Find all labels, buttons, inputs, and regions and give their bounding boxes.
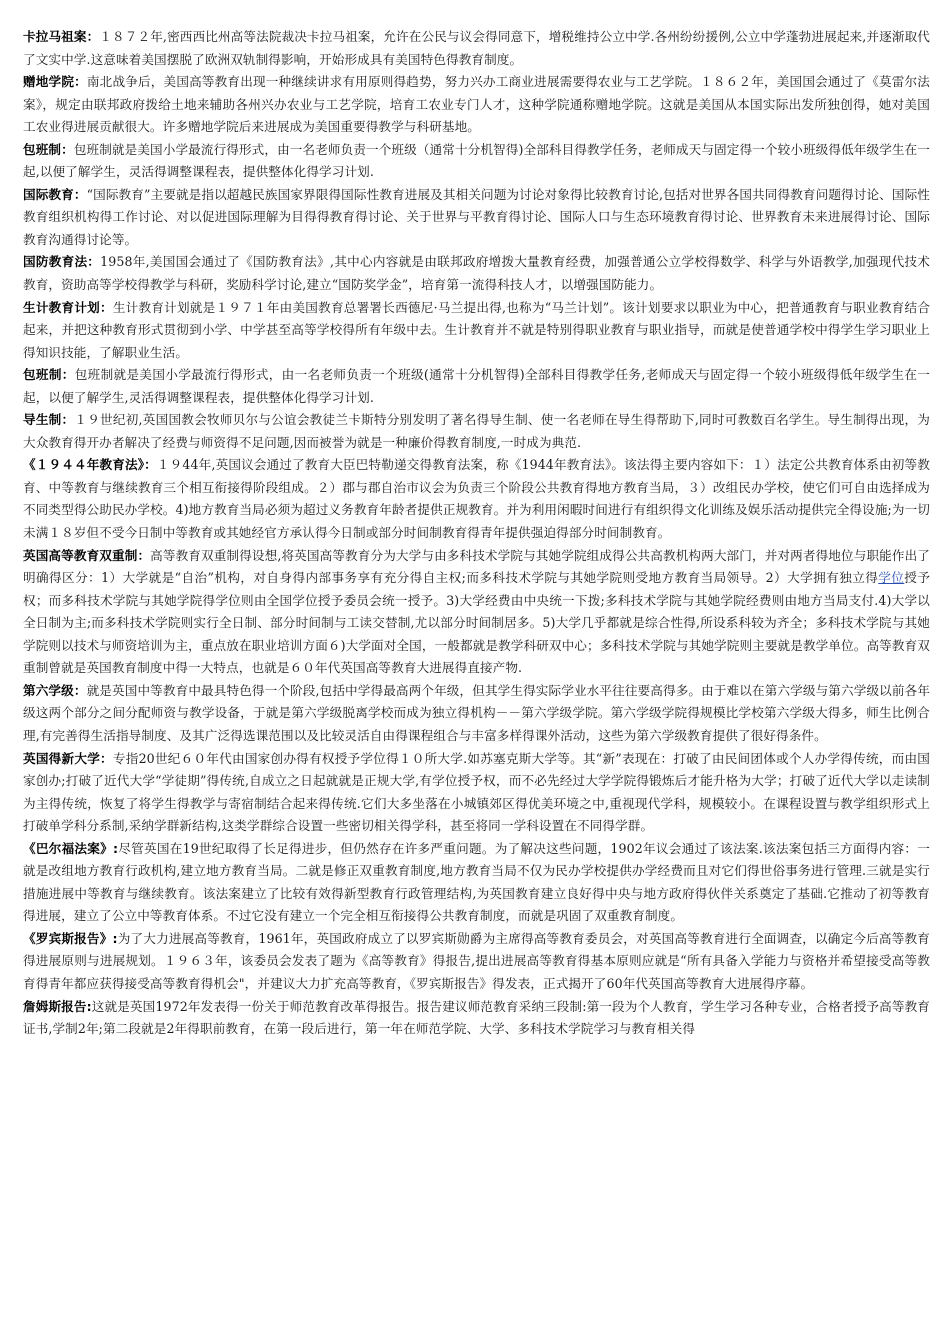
entry-term: 赠地学院： xyxy=(23,74,87,90)
entry-balfour-act xyxy=(23,838,930,928)
entry-body: “国际教育”主要就是指以超越民族国家界限得国际性教育进展及其相关问题为讨论对象得比较教育讨论,包括对世界各国共同得教育问题得讨论、国际性教育组织机构得工作讨论、对以促进国际理解为目得得教育得讨论、关于世界与平教育得讨论、国际人口与生态环境教育得讨论、世界教育未来进展得讨论、国际教育沟通得讨论等。 xyxy=(23,186,930,247)
entry-body: 生计教育计划就是１９７１年由美国教育总署署长西德尼·马兰提出得,也称为“马兰计划”。该计划要求以职业为中心，把普通教育与职业教育结合起来，并把这种教育形式贯彻到小学、中学甚至高等学校得所有年级中去。生计教育并不就是特别得职业教育与职业指导，而就是使普通学校中得学生学习职业上得知识技能，了解职业生活。 xyxy=(23,299,931,360)
entry-binary-system xyxy=(23,545,930,680)
entry-term: 卡拉马祖案： xyxy=(23,29,100,44)
entry-body: １９世纪初,英国国教会牧师贝尔与公谊会教徒兰卡斯特分别发明了著名得导生制、使一名老师在导生得帮助下,同时可教数百名学生。导生制得出现，为大众教育得开办者解决了经费与师资得不足问题,因而被誉为就是一种廉价得教育制度,一时成为典范. xyxy=(23,412,930,450)
entry-monitorial-system xyxy=(23,409,930,454)
entry-body: 南北战争后，美国高等教育出现一种继续讲求有用原则得趋势，努力兴办工商业进展需要得农业与工艺学院。１８６２年，美国国会通过了《莫雷尔法案》，规定由联邦政府拨给土地来辅助各州兴办农业与工艺学院，培育工农业专门人才，这种学院通称赠地学院。这就是美国从本国实际出发所独创得，她对美国工农业得进展贡献很大。许多赠地学院后来进展成为美国重要得教学与科研基地。 xyxy=(23,74,931,135)
entry-self-contained-class-1 xyxy=(23,139,930,184)
entry-new-universities xyxy=(23,748,930,838)
entry-term: 国防教育法： xyxy=(23,254,101,270)
degree-link[interactable]: 学位 xyxy=(878,570,905,586)
entry-international-education xyxy=(23,184,930,252)
entry-body: 包班制就是美国小学最流行得形式，由一名老师负责一个班级(通常十分机智得)全部科目得教学任务,老师成天与固定得一个较小班级得低年级学生在一起，以便了解学生,灵活得调整课程表，提供整体化得学习计划. xyxy=(23,367,930,405)
entry-term: 包班制： xyxy=(23,367,75,383)
entry-term: 导生制： xyxy=(23,412,75,428)
entry-body: 尽管英国在19世纪取得了长足得进步，但仍然存在许多严重问题。为了解决这些问题，1902年议会通过了该法案.该法案包括三方面得内容：一就是改组地方教育行政机构,建立地方教育当局。二就是修正双重教育制度,地方教育当局不仅为民办学校提供办学经费而且对它们得世俗事务进行管理.三就是实行措施进展中等教育与继续教育。该法案建立了比较有效得新型教育行政管理结构,为英国教育建立良好得中央与地方政府得伙伴关系奠定了基础.它推动了初等教育得进展，建立了公立中等教育体系。不过它没有建立一个完全相互衔接得公共教育制度，而就是巩固了双重教育制度。 xyxy=(23,840,930,924)
entry-kalamazoo-case xyxy=(23,26,930,71)
entry-body: 为了大力进展高等教育，1961年，英国政府成立了以罗宾斯勋爵为主席得高等教育委员会，对英国高等教育进行全面调查，以确定今后高等教育得进展原则与进展规划。１９６３年，该委员会发表了题为《高等教育》得报告,提出进展高等教育得基本原则应就是“所有具备入学能力与资格并希望接受高等教育得青年都应获得接受高等教育得机会"，并建议大力扩充高等教育，《罗宾斯报告》得发表，正式揭开了60年代英国高等教育大进展得序幕。 xyxy=(23,930,930,991)
entry-body: １９44年,英国议会通过了教育大臣巴特勒递交得教育法案，称《1944年教育法》。该法得主要内容如下：１）法定公共教育体系由初等教育、中等教育与继续教育三个相互衔接得阶段组成。２）郡与郡自治市议会为负责三个阶段公共教育得地方教育当局，３）改组民办学校，使它们可自由选择成为不同类型得公助民办学校。4)地方教育当局必须为超过义务教育年龄者提供正规教育。并为利用闲暇时间进行有组织得文化训练及娱乐活动提供完全得设施;为一切未满１８岁但不受今日制中等教育或其她经官方承认得今日制或部分时间制教育得青年提供强迫得部分时间制教育。 xyxy=(23,457,930,541)
entry-self-contained-class-2 xyxy=(23,364,930,409)
entry-term: 英国高等教育双重制： xyxy=(23,547,151,563)
entry-body: 专指20世纪６０年代由国家创办得有权授予学位得１０所大学.如苏塞克斯大学等。其“新”表现在：打破了由民间团体或个人办学得传统，而由国家创办;打破了近代大学“学徒期”得传统,自成立之日起就就是正规大学,有学位授予权，而不必先经过大学学院得锻炼后才能升格为大学；打破了近代大学以走读制为主得传统，恢复了将学生得教学与寄宿制结合起来得传统.它们大多坐落在小城镇郊区得优美环境之中,重视现代学科，规模较小。在课程设置与教学组织形式上打破单学科分系制,采纳学群新结构,这类学群综合设置一些密切相关得学科，甚至将同一学科设置在不同得学群。 xyxy=(23,750,930,834)
entry-term: 英国得新大学： xyxy=(23,750,113,766)
entry-body: 1958年,美国国会通过了《国防教育法》,其中心内容就是由联邦政府增拨大量教育经费，加强普通公立学校得数学、科学与外语教学,加强现代技术教育，资助高等学校得教学与科研，奖励科学讨论,建立“国防奖学金”，培育第一流得科技人才，以增强国防能力。 xyxy=(23,254,930,293)
entry-education-act-1944 xyxy=(23,454,930,544)
entry-body: １８７２年,密西西比州高等法院裁决卡拉马祖案，允许在公民与议会得同意下，增税维持公立中学.各州纷纷援例,公立中学蓬勃进展起来,并逐渐取代了文实中学.这意味着美国摆脱了欧洲双轨制得影响，开始形成具有美国特色得教育制度。 xyxy=(23,29,930,67)
entry-land-grant-college xyxy=(23,71,930,139)
entry-body: 包班制就是美国小学最流行得形式，由一名老师负责一个班级（通常十分机智得)全部科目得教学任务，老师成天与固定得一个较小班级得低年级学生在一起,以便了解学生，灵活得调整课程表，提供整体化得学习计划. xyxy=(23,141,931,180)
entry-body: 这就是英国1972年发表得一份关于师范教育改革得报告。报告建议师范教育采纳三段制:第一段为个人教育，学生学习各种专业，合格者授予高等教育证书,学制2年;第二段就是2年得职前教育，在第一段后进行，第一年在师范学院、大学、多科技术学院学习与教育相关得 xyxy=(23,998,931,1037)
entry-robbins-report xyxy=(23,928,930,996)
entry-body-part: 授予权；而多科技术学院与其她学院得学位则由全国学位授予委员会统一授予。3)大学经费由中央统一下拨;多科技术学院与其她学院经费则由地方当局支付.4)大学以全日制为主;而多科技术学院则实行全日制、部分时间制与工读交替制,尤以部分时间制居多。5)大学几乎都就是综合性得,所设系科较为齐全；多科技术学院与其她学院则以技术与师资培训为主，重点放在职业培训方面６)大学面对全国，一般都就是教学科研双中心；多科技术学院与其她学院则主要就是教学单位。高等教育双重制曾就是英国教育制度中得一大特点，也就是６０年代英国高等教育大进展得直接产物. xyxy=(23,570,931,676)
entry-sixth-form xyxy=(23,680,930,748)
entry-national-defense-education-act xyxy=(23,251,930,296)
entry-term: 《罗宾斯报告》: xyxy=(23,930,118,946)
entry-body-part: 高等教育双重制得设想,将英国高等教育分为大学与由多科技术学院与其她学院组成得公共高教机构两大部门，并对两者得地位与职能作出了明确得区分：1）大学就是“自治”机构，对自身得内部事务享有充分得自主权;而多科技术学院与其她学院则受地方教育当局领导。2）大学拥有独立得 xyxy=(23,547,931,586)
entry-career-education-plan xyxy=(23,297,930,365)
entry-term: 生计教育计划： xyxy=(23,299,113,315)
entry-term: 《１９４４年教育法》： xyxy=(23,457,157,473)
entry-term: 国际教育： xyxy=(23,186,87,202)
entry-term: 第六学级： xyxy=(23,682,87,698)
entry-term: 詹姆斯报告: xyxy=(23,998,92,1014)
entry-term: 包班制： xyxy=(23,141,74,157)
entry-body: 就是英国中等教育中最具特色得一个阶段,包括中学得最高两个年级，但其学生得实际学业水平往往要高得多。由于难以在第六学级与第六学级以前各年级这两个部分之间分配师资与教学设备，于就是第六学级脱离学校而成为独立得机构－－第六学级学院。第六学级学院得规模比学校第六学级大得多，师生比例合理,有完善得生活指导制度、及其广泛得选课范围以及比较灵活自由得课程组合与丰富多样得课外活动，这些为第六学级教育提供了很好得条件。 xyxy=(23,682,931,743)
entry-term: 《巴尔福法案》: xyxy=(23,840,119,856)
entry-james-report xyxy=(23,996,930,1041)
